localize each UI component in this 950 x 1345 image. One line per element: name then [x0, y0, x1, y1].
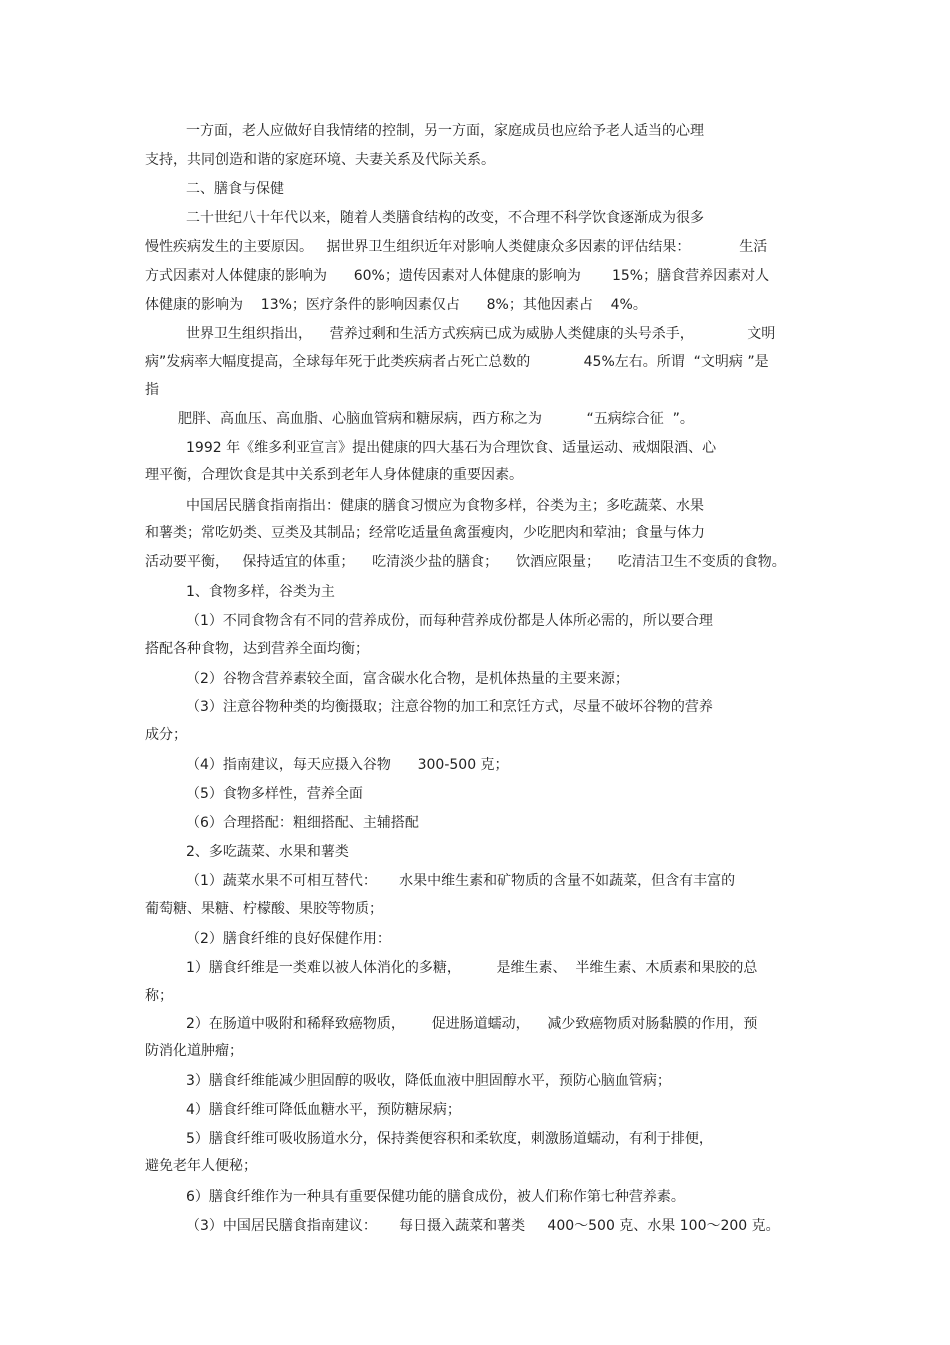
- text-line: 一方面，老人应做好自我情绪的控制，另一方面，家庭成员也应给予老人适当的心理: [186, 123, 704, 139]
- text-line: 1992 年《维多利亚宣言》提出健康的四大基石为合理饮食、适量运动、戒烟限酒、心: [186, 440, 717, 456]
- text-line: 理平衡，合理饮食是其中关系到老年人身体健康的重要因素。: [145, 467, 523, 483]
- text-line: 肥胖、高血压、高血脂、心脑血管病和糖尿病，西方称之为 “五病综合征 ”。: [178, 411, 694, 427]
- text-line: 防消化道肿瘤；: [145, 1043, 243, 1059]
- text-line: 成分；: [145, 727, 187, 743]
- text-line: 2）在肠道中吸附和稀释致癌物质， 促进肠道蠕动， 减少致癌物质对肠黏膜的作用，预: [186, 1016, 758, 1032]
- text-line: 避免老年人便秘；: [145, 1158, 257, 1174]
- text-line: 体健康的影响为 13%；医疗条件的影响因素仅占 8%；其他因素占 4%。: [145, 297, 647, 313]
- text-line: 中国居民膳食指南指出：健康的膳食习惯应为食物多样，谷类为主；多吃蔬菜、水果: [186, 498, 704, 514]
- text-line: 称；: [145, 988, 173, 1004]
- text-line: （3）注意谷物种类的均衡摄取；注意谷物的加工和烹饪方式，尽量不破坏谷物的营养: [186, 699, 713, 715]
- text-line: 和薯类；常吃奶类、豆类及其制品；经常吃适量鱼禽蛋瘦肉，少吃肥肉和荤油；食量与体力: [145, 525, 705, 541]
- text-line: 世界卫生组织指出， 营养过剩和生活方式疾病已成为威胁人类健康的头号杀手， 文明: [186, 326, 776, 342]
- text-line: 慢性疾病发生的主要原因。 据世界卫生组织近年对影响人类健康众多因素的评估结果： 生活: [145, 239, 768, 255]
- text-line: 3）膳食纤维能减少胆固醇的吸收，降低血液中胆固醇水平，预防心脑血管病；: [186, 1073, 671, 1089]
- text-line: 5）膳食纤维可吸收肠道水分，保持粪便容积和柔软度，刺激肠道蠕动，有利于排便，: [186, 1131, 713, 1147]
- text-line: 病”发病率大幅度提高，全球每年死于此类疾病者占死亡总数的 45%左右。所谓 “文明病 ”是: [145, 354, 769, 370]
- text-line: 搭配各种食物，达到营养全面均衡；: [145, 641, 369, 657]
- text-line: 6）膳食纤维作为一种具有重要保健功能的膳食成份，被人们称作第七种营养素。: [186, 1189, 685, 1205]
- text-line: 4）膳食纤维可降低血糖水平，预防糖尿病；: [186, 1102, 461, 1118]
- text-line: 方式因素对人体健康的影响为 60%；遗传因素对人体健康的影响为 15%；膳食营养因素对人: [145, 268, 770, 284]
- section-heading: 二、膳食与保健: [186, 181, 284, 197]
- text-line: 葡萄糖、果糖、柠檬酸、果胶等物质；: [145, 901, 383, 917]
- text-line: （3）中国居民膳食指南建议： 每日摄入蔬菜和薯类 400～500 克、水果 100～200 克。: [186, 1218, 780, 1234]
- text-line: （2）谷物含营养素较全面，富含碳水化合物，是机体热量的主要来源；: [186, 671, 629, 687]
- text-line: （6）合理搭配：粗细搭配、主辅搭配: [186, 815, 419, 831]
- text-line: （2）膳食纤维的良好保健作用：: [186, 931, 391, 947]
- subsection-heading: 2、多吃蔬菜、水果和薯类: [186, 844, 349, 860]
- text-line: 指: [145, 382, 159, 398]
- text-line: （5）食物多样性，营养全面: [186, 786, 363, 802]
- text-line: （1）蔬菜水果不可相互替代： 水果中维生素和矿物质的含量不如蔬菜，但含有丰富的: [186, 873, 736, 889]
- text-line: 活动要平衡， 保持适宜的体重； 吃清淡少盐的膳食； 饮酒应限量； 吃清洁卫生不变质的食物。: [145, 554, 786, 570]
- text-line: （4）指南建议，每天应摄入谷物 300-500 克；: [186, 757, 509, 773]
- text-line: （1）不同食物含有不同的营养成份，而每种营养成份都是人体所必需的，所以要合理: [186, 613, 713, 629]
- subsection-heading: 1、食物多样，谷类为主: [186, 584, 335, 600]
- text-line: 支持，共同创造和谐的家庭环境、夫妻关系及代际关系。: [145, 152, 495, 168]
- text-line: 1）膳食纤维是一类难以被人体消化的多糖， 是维生素、 半维生素、木质素和果胶的总: [186, 960, 758, 976]
- text-line: 二十世纪八十年代以来，随着人类膳食结构的改变，不合理不科学饮食逐渐成为很多: [186, 210, 704, 226]
